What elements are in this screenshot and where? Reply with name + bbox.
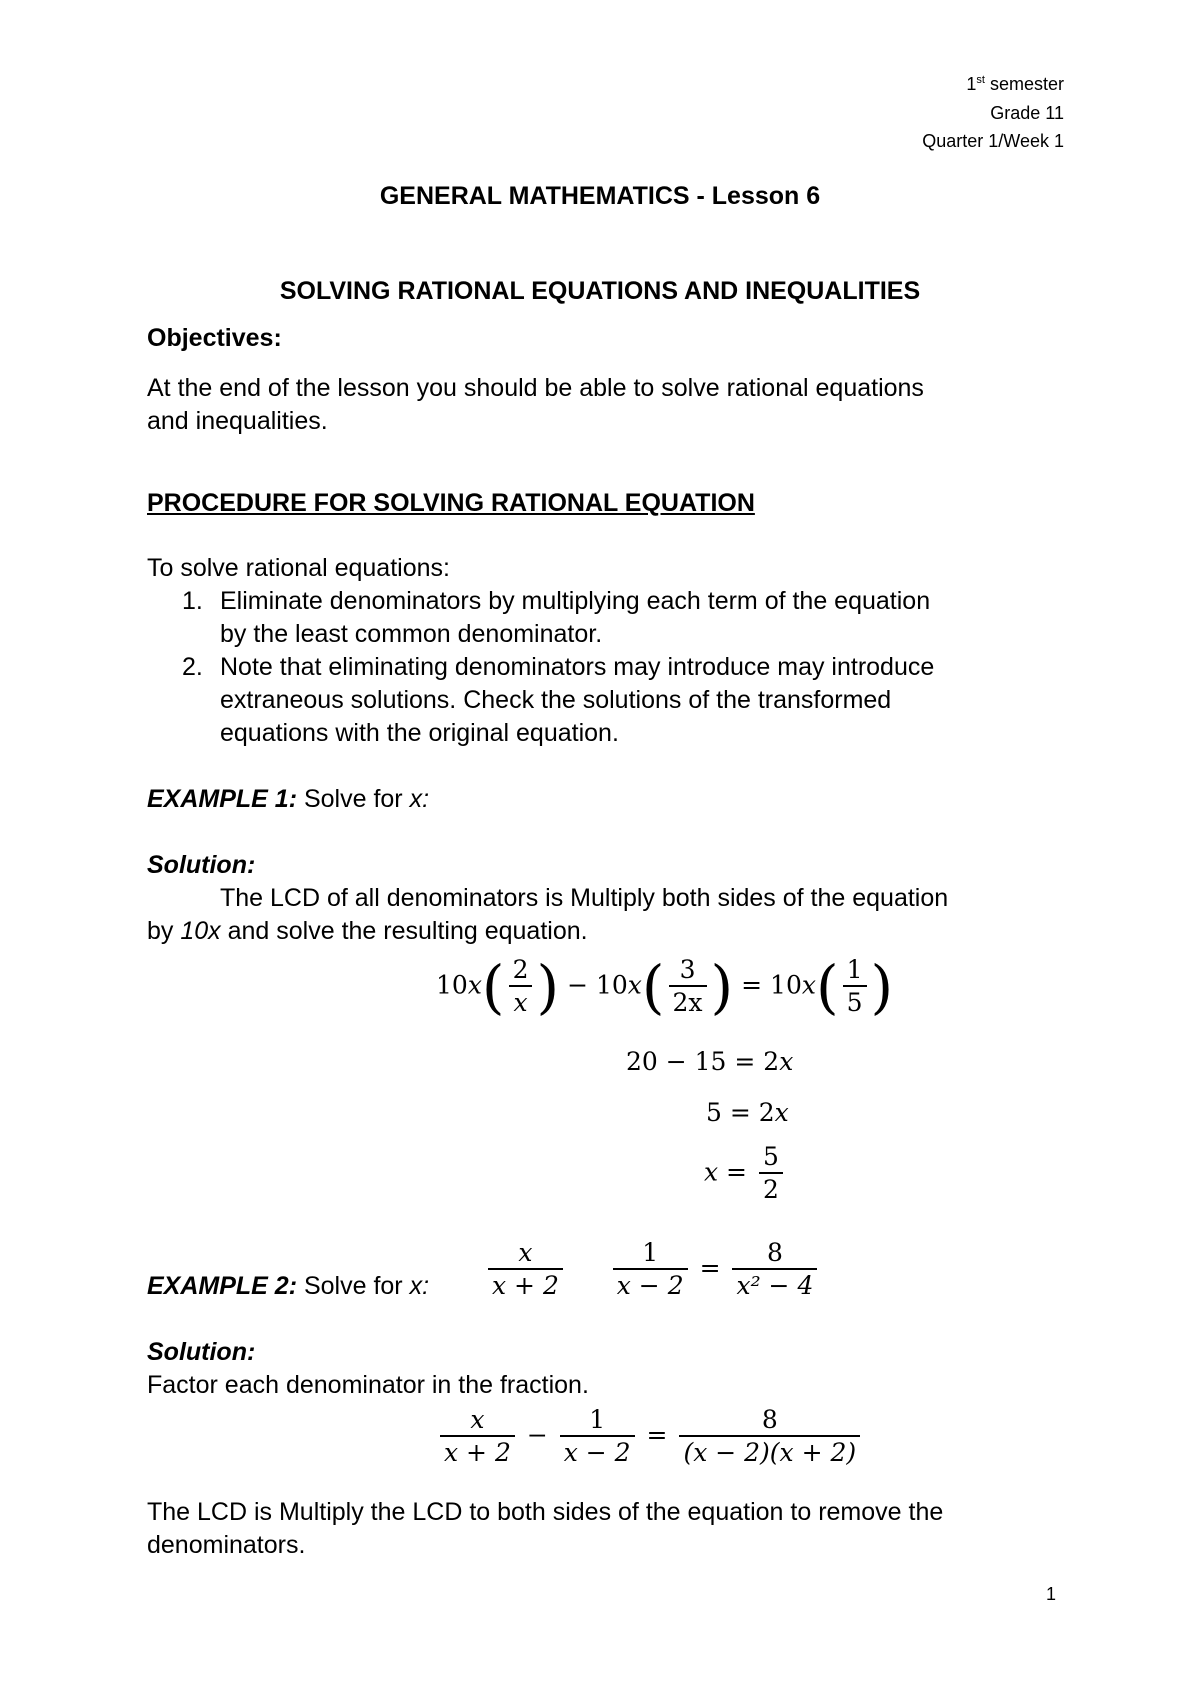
semester-label: 1st semester [966, 74, 1064, 94]
procedure-item-2-line-2: extraneous solutions. Check the solutions of the transformed [220, 686, 892, 714]
example-2-solution-line-1: Factor each denominator in the fraction. [147, 1371, 589, 1399]
example-2-factored-equation: $\frac{x}{x + 2}$ − $\frac{1}{x - 2}$ = $\frac{8}{(x - 2)(x + 2)}$ [436, 1405, 864, 1469]
procedure-item-1-line-1: Eliminate denominators by multiplying each term of the equation [220, 587, 931, 615]
objectives-heading: Objectives: [147, 324, 282, 352]
example-1-equation-4: x = $\frac{5}{2}$ [704, 1142, 787, 1206]
example-1-equation-2: 20 − 15 = 2x [626, 1047, 794, 1076]
example-1-equation-1: 10x( $\frac{2}{x}$ ) − 10x( $\frac{3}{2x}$ ) = 10x( $\frac{1}{5}$ ) [436, 953, 894, 1021]
procedure-item-2-line-1: Note that eliminating denominators may introduce may introduce [220, 653, 935, 681]
objectives-line-1: At the end of the lesson you should be able to solve rational equations [147, 374, 924, 402]
procedure-heading: PROCEDURE FOR SOLVING RATIONAL EQUATION [147, 489, 755, 517]
procedure-item-1-line-2: by the least common denominator. [220, 620, 603, 648]
example-2-lcd-line-1: The LCD is Multiply the LCD to both sides of the equation to remove the [147, 1498, 944, 1526]
example-2-prompt: EXAMPLE 2: Solve for x: [147, 1272, 430, 1300]
grade-label: Grade 11 [990, 103, 1064, 123]
procedure-item-2-number: 2. [182, 653, 203, 681]
procedure-item-1-number: 1. [182, 587, 203, 615]
objectives-line-2: and inequalities. [147, 407, 328, 435]
lesson-title: GENERAL MATHEMATICS - Lesson 6 [379, 182, 821, 210]
quarter-label: Quarter 1/Week 1 [922, 131, 1064, 151]
procedure-intro: To solve rational equations: [147, 554, 450, 582]
example-1-equation-3: 5 = 2x [706, 1098, 789, 1127]
procedure-item-2-line-3: equations with the original equation. [220, 719, 619, 747]
lesson-subtitle: SOLVING RATIONAL EQUATIONS AND INEQUALITIES [279, 277, 921, 305]
example-2-solution-label: Solution: [147, 1338, 256, 1366]
example-1-solution-line-1: The LCD of all denominators is Multiply both sides of the equation [220, 884, 949, 912]
example-1-solution-line-2: by 10x and solve the resulting equation. [147, 917, 588, 945]
example-1-prompt: EXAMPLE 1: Solve for x: [147, 785, 430, 813]
page-number: 1 [1046, 1584, 1057, 1604]
example-2-equation: $\frac{x}{x + 2}$ $\frac{1}{x - 2}$ = $\frac{8}{\text{x² − 4}}$ [484, 1238, 821, 1302]
example-2-lcd-line-2: denominators. [147, 1531, 306, 1559]
example-1-solution-label: Solution: [147, 851, 256, 879]
